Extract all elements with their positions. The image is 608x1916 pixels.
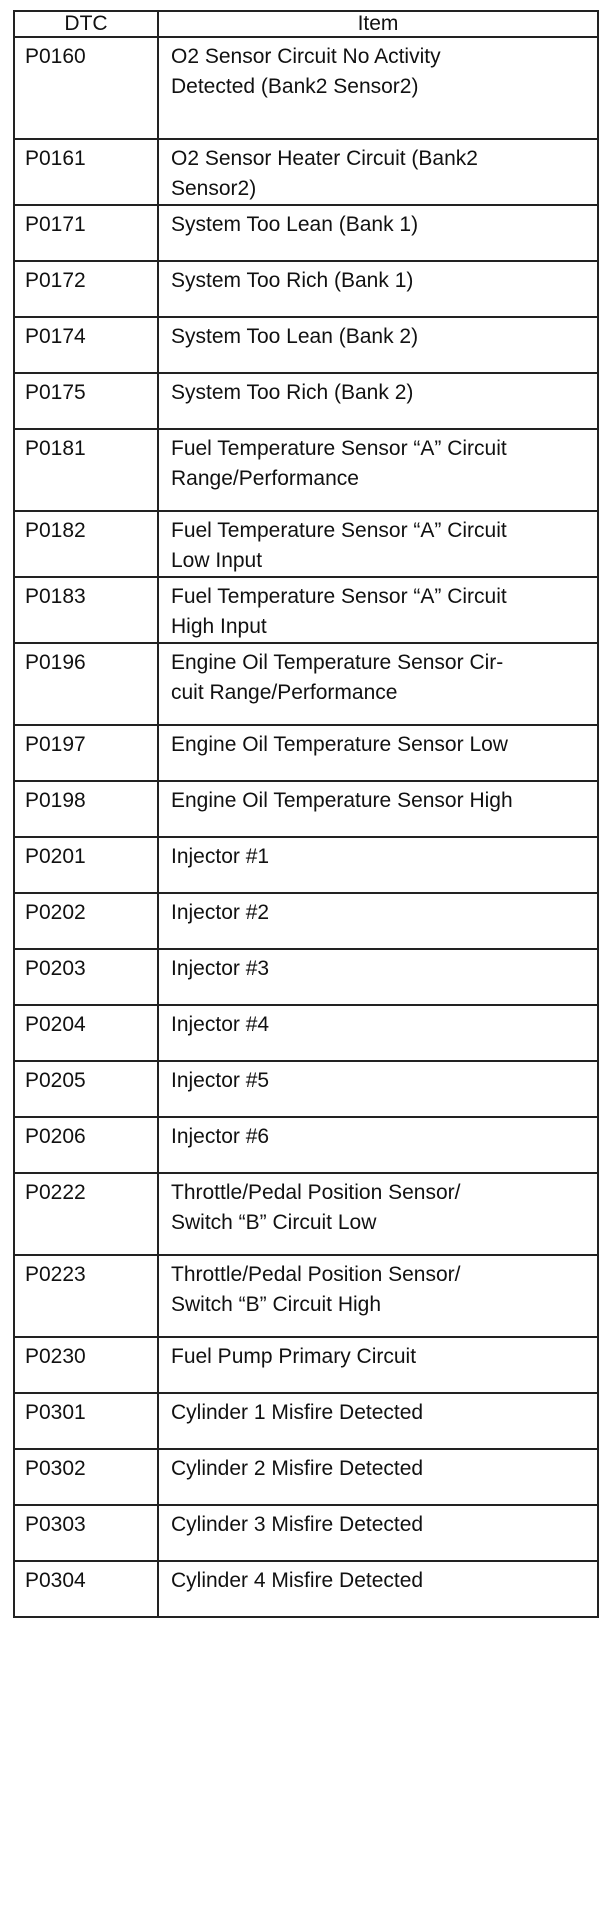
dtc-code: P0201 — [25, 845, 86, 868]
item-description: System Too Lean (Bank 1) — [171, 213, 419, 236]
dtc-code: P0160 — [25, 45, 86, 68]
dtc-code: P0196 — [25, 651, 86, 674]
item-cell — [158, 643, 598, 725]
dtc-cell — [14, 1061, 158, 1117]
dtc-cell — [14, 261, 158, 317]
item-description: Cylinder 3 Misfire Detected — [171, 1513, 424, 1536]
item-description: Fuel Temperature Sensor “A” Circuit Range/Performance — [171, 437, 507, 490]
item-cell — [158, 1449, 598, 1505]
item-description: Injector #4 — [171, 1013, 270, 1036]
table-row — [14, 781, 598, 837]
item-cell — [158, 1061, 598, 1117]
dtc-code: P0174 — [25, 325, 86, 348]
table-row — [14, 1505, 598, 1561]
dtc-cell — [14, 511, 158, 577]
item-description: Engine Oil Temperature Sensor Cir- cuit Range/Performance — [171, 651, 504, 704]
item-description: Throttle/Pedal Position Sensor/ Switch “B” Circuit High — [171, 1263, 461, 1316]
item-description: Throttle/Pedal Position Sensor/ Switch “B” Circuit Low — [171, 1181, 461, 1234]
table-row — [14, 837, 598, 893]
table-row — [14, 949, 598, 1005]
item-description: System Too Rich (Bank 1) — [171, 269, 414, 292]
item-cell — [158, 37, 598, 139]
item-cell — [158, 837, 598, 893]
item-description: Cylinder 1 Misfire Detected — [171, 1401, 424, 1424]
item-cell — [158, 261, 598, 317]
table-row — [14, 373, 598, 429]
item-description: System Too Rich (Bank 2) — [171, 381, 414, 404]
item-description: Cylinder 4 Misfire Detected — [171, 1569, 424, 1592]
item-column-header: Item — [158, 11, 598, 37]
dtc-code: P0304 — [25, 1569, 86, 1592]
table-row — [14, 1173, 598, 1255]
dtc-cell — [14, 893, 158, 949]
item-cell — [158, 1255, 598, 1337]
dtc-cell — [14, 1505, 158, 1561]
table-row — [14, 1337, 598, 1393]
table-row — [14, 643, 598, 725]
item-cell — [158, 1005, 598, 1061]
table-row — [14, 261, 598, 317]
dtc-cell — [14, 725, 158, 781]
dtc-cell — [14, 1173, 158, 1255]
item-cell — [158, 511, 598, 577]
dtc-code: P0230 — [25, 1345, 86, 1368]
dtc-cell — [14, 643, 158, 725]
dtc-code: P0222 — [25, 1181, 86, 1204]
table-row — [14, 139, 598, 205]
item-description: Cylinder 2 Misfire Detected — [171, 1457, 424, 1480]
dtc-cell — [14, 1561, 158, 1617]
dtc-code: P0204 — [25, 1013, 86, 1036]
item-cell — [158, 373, 598, 429]
table-row — [14, 37, 598, 139]
table-row — [14, 1005, 598, 1061]
item-description: Fuel Temperature Sensor “A” Circuit Low Input — [171, 519, 507, 572]
item-cell — [158, 205, 598, 261]
dtc-code: P0223 — [25, 1263, 86, 1286]
dtc-table — [13, 10, 599, 1618]
dtc-cell — [14, 1337, 158, 1393]
dtc-code: P0205 — [25, 1069, 86, 1092]
table-body — [14, 37, 598, 1617]
dtc-code: P0206 — [25, 1125, 86, 1148]
item-description: Engine Oil Temperature Sensor High — [171, 789, 513, 812]
item-description: Engine Oil Temperature Sensor Low — [171, 733, 508, 756]
item-cell — [158, 429, 598, 511]
item-cell — [158, 949, 598, 1005]
item-cell — [158, 1337, 598, 1393]
dtc-cell — [14, 139, 158, 205]
item-cell — [158, 725, 598, 781]
dtc-cell — [14, 781, 158, 837]
item-cell — [158, 893, 598, 949]
table-header-row — [14, 11, 598, 37]
item-description: Fuel Pump Primary Circuit — [171, 1345, 417, 1368]
item-description: Injector #1 — [171, 845, 270, 868]
dtc-code: P0302 — [25, 1457, 86, 1480]
item-description: Injector #3 — [171, 957, 270, 980]
item-description: System Too Lean (Bank 2) — [171, 325, 419, 348]
table-row — [14, 1061, 598, 1117]
item-cell — [158, 577, 598, 643]
dtc-cell — [14, 37, 158, 139]
dtc-code: P0197 — [25, 733, 86, 756]
table-row — [14, 205, 598, 261]
item-cell — [158, 1117, 598, 1173]
item-description: Injector #5 — [171, 1069, 270, 1092]
table-row — [14, 1449, 598, 1505]
dtc-code: P0181 — [25, 437, 86, 460]
dtc-code: P0183 — [25, 585, 86, 608]
dtc-column-header: DTC — [14, 11, 158, 37]
dtc-cell — [14, 837, 158, 893]
dtc-code: P0171 — [25, 213, 86, 236]
dtc-cell — [14, 317, 158, 373]
dtc-code: P0202 — [25, 901, 86, 924]
dtc-cell — [14, 1117, 158, 1173]
item-description: Injector #2 — [171, 901, 270, 924]
dtc-cell — [14, 205, 158, 261]
table-row — [14, 1117, 598, 1173]
table-row — [14, 1561, 598, 1617]
item-description: Fuel Temperature Sensor “A” Circuit High Input — [171, 585, 507, 638]
dtc-code: P0161 — [25, 147, 86, 170]
item-cell — [158, 1173, 598, 1255]
dtc-code: P0203 — [25, 957, 86, 980]
dtc-cell — [14, 1005, 158, 1061]
table-row — [14, 1393, 598, 1449]
dtc-code: P0198 — [25, 789, 86, 812]
item-cell — [158, 1561, 598, 1617]
dtc-code: P0182 — [25, 519, 86, 542]
dtc-code: P0175 — [25, 381, 86, 404]
dtc-cell — [14, 577, 158, 643]
dtc-cell — [14, 949, 158, 1005]
dtc-code: P0172 — [25, 269, 86, 292]
dtc-cell — [14, 429, 158, 511]
table-row — [14, 511, 598, 577]
table-row — [14, 725, 598, 781]
item-cell — [158, 1505, 598, 1561]
dtc-cell — [14, 1449, 158, 1505]
item-cell — [158, 781, 598, 837]
item-description: Injector #6 — [171, 1125, 270, 1148]
dtc-code: P0301 — [25, 1401, 86, 1424]
table-row — [14, 1255, 598, 1337]
dtc-cell — [14, 1255, 158, 1337]
item-cell — [158, 317, 598, 373]
item-cell — [158, 1393, 598, 1449]
table-row — [14, 317, 598, 373]
dtc-code: P0303 — [25, 1513, 86, 1536]
item-description: O2 Sensor Circuit No Activity Detected (Bank2 Sensor2) — [171, 45, 441, 98]
dtc-cell — [14, 1393, 158, 1449]
dtc-cell — [14, 373, 158, 429]
item-cell — [158, 139, 598, 205]
table-row — [14, 429, 598, 511]
table-row — [14, 893, 598, 949]
item-description: O2 Sensor Heater Circuit (Bank2 Sensor2) — [171, 147, 478, 200]
table-row — [14, 577, 598, 643]
